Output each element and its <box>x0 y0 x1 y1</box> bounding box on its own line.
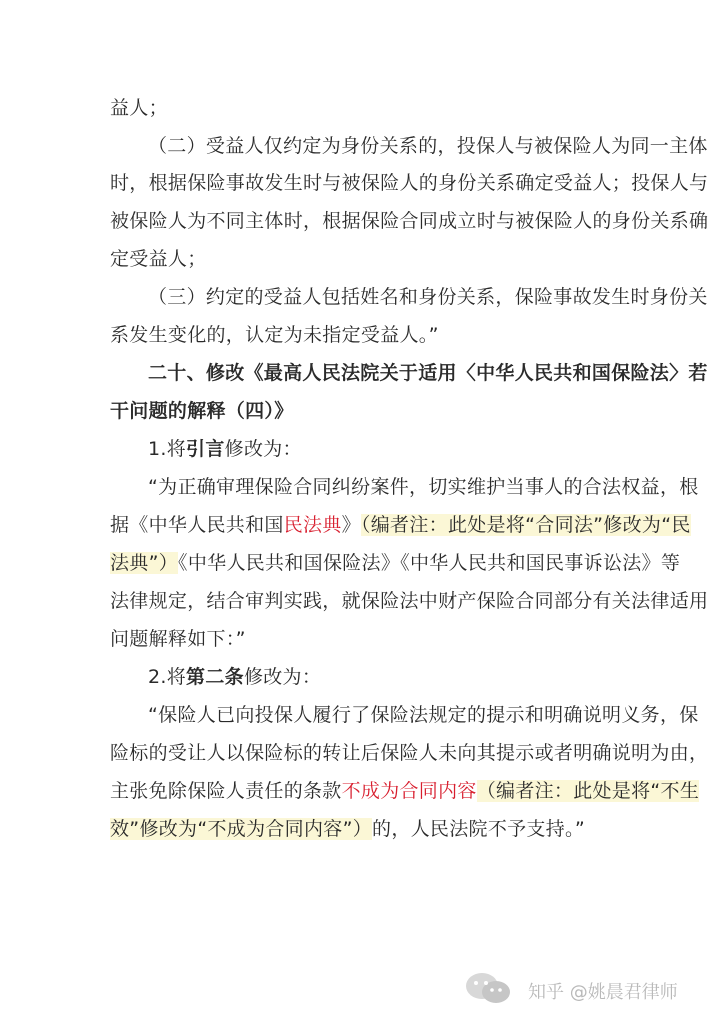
quote-line: “保险人已向投保人履行了保险法规定的提示和明确说明义务，保 <box>148 704 699 726</box>
section-heading: 二十、修改《最高人民法院关于适用〈中华人民共和国保险法〉若 <box>148 362 708 384</box>
body-line: 被保险人为不同主体时，根据保险合同成立时与被保险人的身份关系确 <box>110 210 709 232</box>
body-line: 时，根据保险事故发生时与被保险人的身份关系确定受益人；投保人与 <box>110 172 709 194</box>
quote-line: 法律规定，结合审判实践，就保险法中财产保险合同部分有关法律适用 <box>110 590 709 612</box>
body-line: （三）约定的受益人包括姓名和身份关系，保险事故发生时身份关 <box>148 286 708 308</box>
quote-line: 效”修改为“不成为合同内容”）的，人民法院不予支持。” <box>110 818 585 840</box>
body-line: 定受益人； <box>110 248 207 270</box>
item-line: 2.将第二条修改为： <box>148 666 322 688</box>
quote-line: 主张免除保险人责任的条款不成为合同内容（编者注：此处是将“不生 <box>110 780 700 802</box>
editor-note: （编者注：此处是将“合同法”修改为“民 <box>360 514 691 536</box>
wechat-logo-icon <box>460 968 518 1008</box>
body-line: 益人； <box>110 97 168 119</box>
editor-note: 效”修改为“不成为合同内容”） <box>110 818 373 840</box>
quote-line: 法典”）《中华人民共和国保险法》《中华人民共和国民事诉讼法》等 <box>110 552 681 574</box>
item-line: 1.将引言修改为： <box>148 438 302 460</box>
body-line: 系发生变化的，认定为未指定受益人。” <box>110 324 439 346</box>
editor-note: 法典”） <box>110 552 179 574</box>
quote-line: 险标的受让人以保险标的转让后保险人未向其提示或者明确说明为由， <box>110 742 709 764</box>
body-line: （二）受益人仅约定为身份关系的，投保人与被保险人为同一主体 <box>148 135 708 157</box>
quote-line: “为正确审理保险合同纠纷案件，切实维护当事人的合法权益，根 <box>148 476 699 498</box>
watermark-text: 知乎 @姚晨君律师 <box>528 982 678 1003</box>
section-heading: 干问题的解释（四）》 <box>110 400 294 422</box>
quote-line: 问题解释如下：” <box>110 628 246 650</box>
editor-note: （编者注：此处是将“不生 <box>476 780 700 802</box>
quote-line: 据《中华人民共和国民法典》（编者注：此处是将“合同法”修改为“民 <box>110 514 691 536</box>
